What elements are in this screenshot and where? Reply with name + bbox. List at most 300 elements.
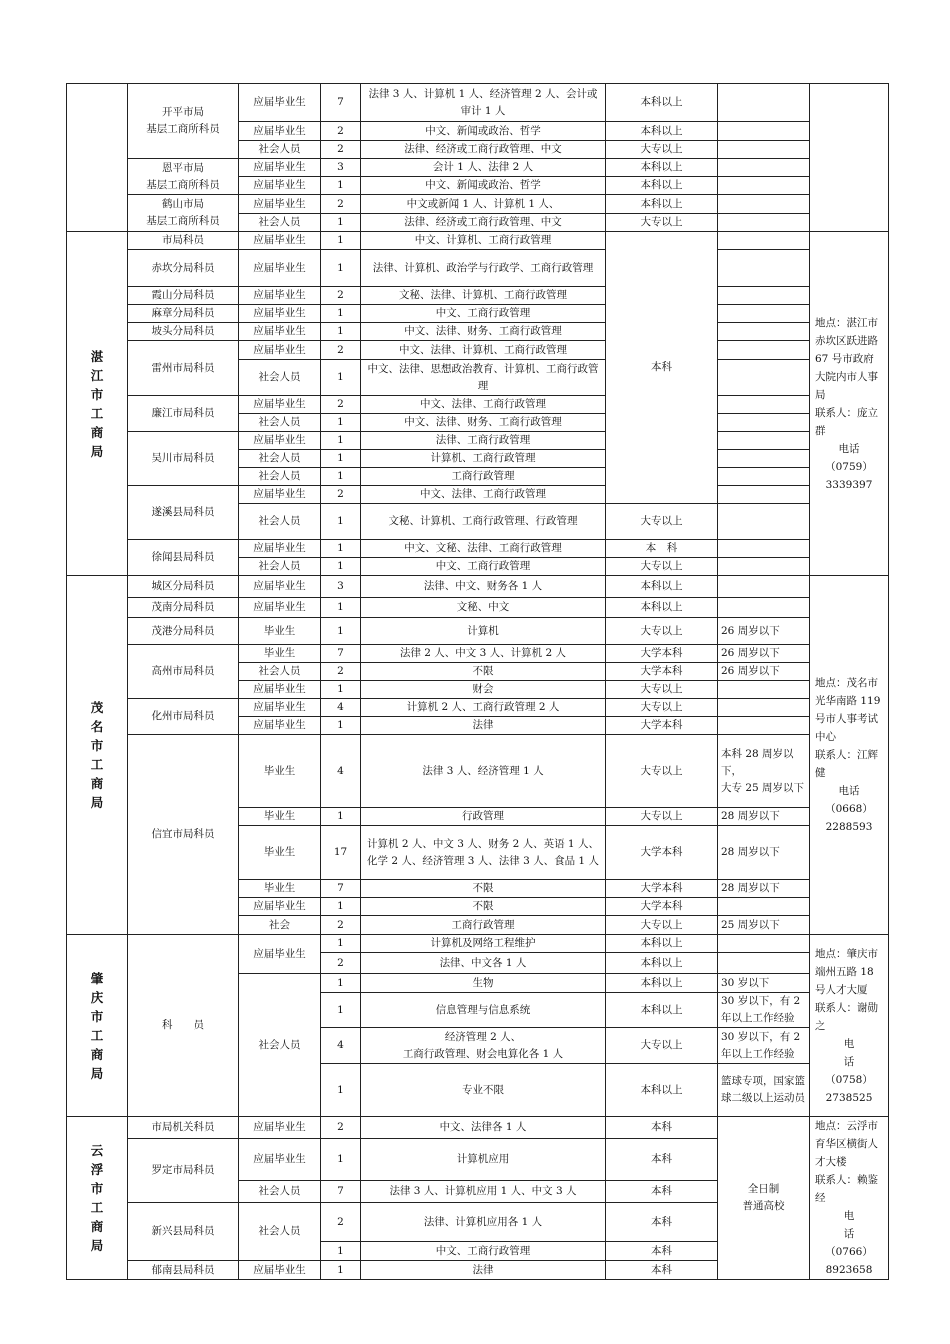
- candidate-type-cell: 应届毕业生: [239, 396, 321, 414]
- headcount-cell: 1: [321, 468, 361, 486]
- table-row: [67, 598, 889, 618]
- major-cell: 文秘、法律、计算机、工商行政管理: [361, 287, 606, 305]
- candidate-type-cell: 社会人员: [239, 414, 321, 432]
- org-name-char: 局: [90, 1238, 104, 1253]
- other-requirement-cell: 26 周岁以下: [718, 645, 810, 663]
- table-row: [67, 645, 889, 663]
- other-requirement-cell: [718, 232, 810, 250]
- education-cell: 大专以上: [606, 681, 718, 699]
- other-requirement-cell: [718, 122, 810, 141]
- candidate-type-cell: 应届毕业生: [239, 681, 321, 699]
- candidate-type-cell: 社会人员: [239, 214, 321, 232]
- education-cell: 本科以上: [606, 159, 718, 177]
- major-cell: 财会: [361, 681, 606, 699]
- contact-cell: [810, 935, 918, 1117]
- education-cell: 本科以上: [606, 598, 718, 618]
- headcount-cell: 2: [321, 341, 361, 360]
- major-cell: 法律: [361, 717, 606, 735]
- major-cell: 中文、工商行政管理: [361, 558, 606, 576]
- candidate-type-cell: 应届毕业生: [239, 540, 321, 558]
- other-requirement-cell: 本科 28 周岁以下， 大专 25 周岁以下: [718, 735, 810, 808]
- major-cell: 中文、法律、思想政治教育、计算机、工商行政管理: [361, 360, 606, 396]
- table-row: [67, 618, 889, 645]
- major-cell: 经济管理 2 人、 工商行政管理、财会电算化各 1 人: [361, 1028, 606, 1064]
- other-requirement-cell: [718, 84, 810, 122]
- candidate-type-cell: 应届毕业生: [239, 598, 321, 618]
- major-cell: 中文、法律各 1 人: [361, 1117, 606, 1139]
- major-cell: 中文、新闻或政治、哲学: [361, 177, 606, 195]
- org-name-char: 茂: [90, 700, 104, 715]
- headcount-cell: 2: [321, 663, 361, 681]
- major-cell: 法律、工商行政管理: [361, 432, 606, 450]
- headcount-cell: 1: [321, 1139, 361, 1181]
- other-requirement-cell: [718, 935, 810, 953]
- org-name-char: 浮: [90, 1162, 104, 1177]
- major-cell: 法律、经济或工商行政管理、中文: [361, 141, 606, 159]
- other-requirement-cell: [718, 432, 810, 450]
- other-requirement-cell: [718, 323, 810, 341]
- candidate-type-cell: 应届毕业生: [239, 935, 321, 974]
- education-cell: 本科: [606, 1139, 718, 1181]
- major-cell: 行政管理: [361, 808, 606, 826]
- major-cell: 计算机、工商行政管理: [361, 450, 606, 468]
- other-requirement-cell: 26 周岁以下: [718, 618, 810, 645]
- other-requirement-cell: [718, 468, 810, 486]
- headcount-cell: 1: [321, 323, 361, 341]
- candidate-type-cell: 应届毕业生: [239, 717, 321, 735]
- contact-person: 联系人：庞立群: [815, 406, 878, 437]
- other-requirement-cell: [718, 360, 810, 396]
- other-requirement-cell: [718, 681, 810, 699]
- headcount-cell: 3: [321, 576, 361, 598]
- headcount-cell: 1: [321, 305, 361, 323]
- unit-cell: 信宜市局科员: [128, 735, 239, 935]
- major-cell: 工商行政管理: [361, 916, 606, 935]
- headcount-cell: 1: [321, 432, 361, 450]
- other-requirement-cell: 28 周岁以下: [718, 808, 810, 826]
- candidate-type-cell: 应届毕业生: [239, 432, 321, 450]
- education-cell: 本科以上: [606, 122, 718, 141]
- headcount-cell: 4: [321, 1028, 361, 1064]
- candidate-type-cell: 应届毕业生: [239, 1261, 321, 1280]
- major-cell: 计算机及网络工程维护: [361, 935, 606, 953]
- candidate-type-cell: 社会人员: [239, 558, 321, 576]
- contact-cell: [810, 232, 889, 576]
- org-name-char: 局: [90, 795, 104, 810]
- candidate-type-cell: 社会人员: [239, 1203, 321, 1261]
- major-cell: 计算机: [361, 618, 606, 645]
- table-row: [67, 540, 889, 558]
- major-cell: 中文、法律、工商行政管理: [361, 486, 606, 504]
- contact-address: 地点：肇庆市端州五路 18 号人才大厦: [815, 947, 878, 996]
- education-cell: 本科以上: [606, 195, 718, 214]
- unit-cell: 坡头分局科员: [128, 323, 239, 341]
- headcount-cell: 1: [321, 177, 361, 195]
- candidate-type-cell: 应届毕业生: [239, 576, 321, 598]
- table-row: [67, 305, 889, 323]
- education-cell: 大专以上: [606, 735, 718, 808]
- candidate-type-cell: 社会: [239, 916, 321, 935]
- other-requirement-cell: [718, 898, 810, 916]
- contact-person: 联系人：江辉健: [815, 749, 878, 779]
- headcount-cell: 1: [321, 974, 361, 993]
- table-row: [67, 250, 889, 287]
- headcount-cell: 1: [321, 360, 361, 396]
- table-row: [67, 232, 889, 250]
- candidate-type-cell: 应届毕业生: [239, 699, 321, 717]
- recruitment-table: [66, 83, 918, 1280]
- headcount-cell: 3: [321, 159, 361, 177]
- candidate-type-cell: 应届毕业生: [239, 122, 321, 141]
- org-name-char: 工: [90, 1200, 104, 1215]
- other-requirement-cell: 25 周岁以下: [718, 916, 810, 935]
- unit-cell: 郁南县局科员: [128, 1261, 239, 1280]
- major-cell: 中文、法律、计算机、工商行政管理: [361, 341, 606, 360]
- candidate-type-cell: 毕业生: [239, 735, 321, 808]
- table-row: [67, 84, 889, 122]
- candidate-type-cell: 社会人员: [239, 450, 321, 468]
- headcount-cell: 1: [321, 1064, 361, 1117]
- headcount-cell: 4: [321, 735, 361, 808]
- headcount-cell: 1: [321, 681, 361, 699]
- major-cell: 中文、文秘、法律、工商行政管理: [361, 540, 606, 558]
- unit-cell: 雷州市局科员: [128, 341, 239, 396]
- headcount-cell: 1: [321, 540, 361, 558]
- org-name-cell: [67, 1117, 128, 1280]
- major-cell: 会计 1 人、法律 2 人: [361, 159, 606, 177]
- candidate-type-cell: 应届毕业生: [239, 341, 321, 360]
- table-row: [67, 576, 889, 598]
- table-row: [67, 396, 889, 414]
- education-cell: 大专以上: [606, 141, 718, 159]
- candidate-type-cell: 社会人员: [239, 468, 321, 486]
- other-requirement-cell: [718, 450, 810, 468]
- candidate-type-cell: 应届毕业生: [239, 159, 321, 177]
- education-cell: 本科: [606, 1203, 718, 1242]
- major-cell: 法律、经济或工商行政管理、中文: [361, 214, 606, 232]
- other-requirement-cell: 28 周岁以下: [718, 880, 810, 898]
- candidate-type-cell: 应届毕业生: [239, 486, 321, 504]
- unit-cell: 科 员: [128, 935, 239, 1117]
- unit-cell: 市局科员: [128, 232, 239, 250]
- table-row: [67, 735, 889, 808]
- headcount-cell: 2: [321, 1203, 361, 1242]
- unit-cell: 赤坎分局科员: [128, 250, 239, 287]
- org-name-char: 工: [90, 757, 104, 772]
- other-requirement-cell: 30 岁以下，有 2 年以上工作经验: [718, 1028, 810, 1064]
- table-row: [67, 287, 889, 305]
- other-requirement-cell: [718, 396, 810, 414]
- major-cell: 不限: [361, 663, 606, 681]
- headcount-cell: 1: [321, 214, 361, 232]
- unit-cell: 麻章分局科员: [128, 305, 239, 323]
- org-name-char: 市: [90, 1008, 104, 1024]
- other-requirement-cell: 26 周岁以下: [718, 663, 810, 681]
- org-name-char: 市: [90, 1181, 104, 1196]
- org-name-char: 商: [90, 1046, 104, 1062]
- major-cell: 文秘、计算机、工商行政管理、行政管理: [361, 504, 606, 540]
- headcount-cell: 1: [321, 250, 361, 287]
- org-name-char: 工: [90, 405, 104, 421]
- unit-cell: 茂南分局科员: [128, 598, 239, 618]
- candidate-type-cell: 应届毕业生: [239, 323, 321, 341]
- org-name-cell: [67, 935, 128, 1117]
- education-cell: 本科以上: [606, 974, 718, 993]
- org-name-char: 庆: [90, 989, 104, 1005]
- headcount-cell: 1: [321, 898, 361, 916]
- contact-phone: （0759）3339397: [825, 460, 873, 491]
- headcount-cell: 2: [321, 1117, 361, 1139]
- unit-cell: 城区分局科员: [128, 576, 239, 598]
- org-name-char: 局: [90, 443, 104, 459]
- major-cell: 工商行政管理: [361, 468, 606, 486]
- education-cell: 大学本科: [606, 880, 718, 898]
- major-cell: 中文或新闻 1 人、计算机 1 人、: [361, 195, 606, 214]
- education-cell: 本科以上: [606, 953, 718, 974]
- other-requirement-cell: [718, 540, 810, 558]
- candidate-type-cell: 应届毕业生: [239, 195, 321, 214]
- headcount-cell: 1: [321, 598, 361, 618]
- headcount-cell: 1: [321, 935, 361, 953]
- major-cell: 法律 3 人、经济管理 1 人: [361, 735, 606, 808]
- headcount-cell: 1: [321, 808, 361, 826]
- education-cell: 大学本科: [606, 663, 718, 681]
- major-cell: 中文、新闻或政治、哲学: [361, 122, 606, 141]
- major-cell: 计算机 2 人、中文 3 人、财务 2 人、英语 1 人、化学 2 人、经济管理 3 人、法律 3 人、食品 1 人: [361, 826, 606, 880]
- education-cell: 大专以上: [606, 214, 718, 232]
- table-body: [67, 84, 918, 1280]
- candidate-type-cell: 应届毕业生: [239, 177, 321, 195]
- headcount-cell: 1: [321, 232, 361, 250]
- unit-cell: 恩平市局 基层工商所科员: [128, 159, 239, 195]
- education-cell: 大专以上: [606, 916, 718, 935]
- org-name-cell: [67, 232, 128, 576]
- unit-cell: 茂港分局科员: [128, 618, 239, 645]
- major-cell: 生物: [361, 974, 606, 993]
- major-cell: 专业不限: [361, 1064, 606, 1117]
- candidate-type-cell: 毕业生: [239, 826, 321, 880]
- headcount-cell: 1: [321, 450, 361, 468]
- candidate-type-cell: 社会人员: [239, 360, 321, 396]
- other-requirement-cell: 篮球专项，国家篮球二级以上运动员: [718, 1064, 810, 1117]
- other-requirement-cell: [718, 414, 810, 432]
- other-requirement-cell: [718, 504, 810, 540]
- contact-phone: （0766）8923658: [825, 1246, 873, 1276]
- org-name-char: 名: [90, 719, 104, 734]
- headcount-cell: 1: [321, 618, 361, 645]
- education-cell: 大专以上: [606, 504, 718, 540]
- headcount-cell: 1: [321, 993, 361, 1028]
- education-cell: 本科以上: [606, 993, 718, 1028]
- candidate-type-cell: 应届毕业生: [239, 287, 321, 305]
- education-cell: 大专以上: [606, 808, 718, 826]
- major-cell: 不限: [361, 880, 606, 898]
- headcount-cell: 2: [321, 486, 361, 504]
- other-requirement-cell: 28 周岁以下: [718, 826, 810, 880]
- major-cell: 计算机应用: [361, 1139, 606, 1181]
- major-cell: 法律、计算机应用各 1 人: [361, 1203, 606, 1242]
- headcount-cell: 2: [321, 141, 361, 159]
- other-requirement-cell: [718, 195, 810, 214]
- unit-cell: 廉江市局科员: [128, 396, 239, 432]
- education-cell: 本科以上: [606, 177, 718, 195]
- other-requirement-cell: [718, 177, 810, 195]
- major-cell: 不限: [361, 898, 606, 916]
- other-requirement-cell: [718, 159, 810, 177]
- unit-cell: 遂溪县局科员: [128, 486, 239, 540]
- major-cell: 计算机 2 人、工商行政管理 2 人: [361, 699, 606, 717]
- headcount-cell: 17: [321, 826, 361, 880]
- headcount-cell: 7: [321, 1181, 361, 1203]
- education-cell: 本科: [606, 1117, 718, 1139]
- headcount-cell: 7: [321, 84, 361, 122]
- headcount-cell: 1: [321, 504, 361, 540]
- contact-person: 联系人：赖鉴经: [815, 1174, 878, 1204]
- education-cell: 本科以上: [606, 576, 718, 598]
- major-cell: 中文、工商行政管理: [361, 305, 606, 323]
- candidate-type-cell: 社会人员: [239, 141, 321, 159]
- other-requirement-cell: [718, 699, 810, 717]
- education-cell: 本科以上: [606, 1064, 718, 1117]
- other-requirement-cell: [718, 953, 810, 974]
- table-row: [67, 1117, 889, 1139]
- table-row: [67, 699, 889, 717]
- headcount-cell: 7: [321, 645, 361, 663]
- table-row: [67, 323, 889, 341]
- other-requirement-cell: [718, 250, 810, 287]
- headcount-cell: 1: [321, 1261, 361, 1280]
- candidate-type-cell: 社会人员: [239, 504, 321, 540]
- candidate-type-cell: 应届毕业生: [239, 898, 321, 916]
- candidate-type-cell: 毕业生: [239, 618, 321, 645]
- org-name-cell: [67, 576, 128, 935]
- unit-cell: 罗定市局科员: [128, 1139, 239, 1203]
- headcount-cell: 4: [321, 699, 361, 717]
- candidate-type-cell: 毕业生: [239, 645, 321, 663]
- education-cell: 本科: [606, 1242, 718, 1261]
- headcount-cell: 2: [321, 953, 361, 974]
- major-cell: 法律、计算机、政治学与行政学、工商行政管理: [361, 250, 606, 287]
- unit-cell: 市局机关科员: [128, 1117, 239, 1139]
- headcount-cell: 2: [321, 916, 361, 935]
- table-row: [67, 159, 889, 177]
- major-cell: 中文、计算机、工商行政管理: [361, 232, 606, 250]
- table-row: [67, 341, 889, 360]
- education-cell: 大学本科: [606, 717, 718, 735]
- other-requirement-cell: [718, 141, 810, 159]
- unit-cell: 高州市局科员: [128, 645, 239, 699]
- education-cell: 大学本科: [606, 898, 718, 916]
- other-requirement-cell: [718, 214, 810, 232]
- headcount-cell: 1: [321, 717, 361, 735]
- org-name-cell: [67, 84, 128, 232]
- org-name-char: 商: [90, 424, 104, 440]
- other-requirement-cell: [718, 558, 810, 576]
- headcount-cell: 1: [321, 1242, 361, 1261]
- other-requirement-cell: 30 岁以下: [718, 974, 810, 993]
- contact-phone: （0668）2288593: [825, 803, 873, 833]
- headcount-cell: 2: [321, 396, 361, 414]
- major-cell: 法律 3 人、计算机应用 1 人、中文 3 人: [361, 1181, 606, 1203]
- candidate-type-cell: 应届毕业生: [239, 250, 321, 287]
- education-cell: 本科以上: [606, 84, 718, 122]
- contact-phone-label: 电话: [838, 442, 860, 455]
- education-cell: 本科以上: [606, 935, 718, 953]
- other-requirement-cell: [718, 717, 810, 735]
- candidate-type-cell: 社会人员: [239, 663, 321, 681]
- table-row: [67, 935, 889, 953]
- education-cell: 大专以上: [606, 699, 718, 717]
- contact-phone-label: 电话: [838, 785, 860, 797]
- contact-person: 联系人：谢勋之: [815, 1001, 878, 1032]
- org-name-char: 江: [90, 367, 104, 383]
- candidate-type-cell: 毕业生: [239, 880, 321, 898]
- education-cell: 大学本科: [606, 826, 718, 880]
- major-cell: 中文、工商行政管理: [361, 1242, 606, 1261]
- education-cell: 大专以上: [606, 558, 718, 576]
- contact-phone-label: 电 话: [843, 1037, 918, 1068]
- unit-cell: 化州市局科员: [128, 699, 239, 735]
- other-requirement-cell: [718, 598, 810, 618]
- headcount-cell: 2: [321, 195, 361, 214]
- candidate-type-cell: 应届毕业生: [239, 305, 321, 323]
- headcount-cell: 1: [321, 558, 361, 576]
- education-cell: 大学本科: [606, 645, 718, 663]
- org-name-char: 工: [90, 1027, 104, 1043]
- unit-cell: 吴川市局科员: [128, 432, 239, 486]
- headcount-cell: 1: [321, 414, 361, 432]
- major-cell: 法律 2 人、中文 3 人、计算机 2 人: [361, 645, 606, 663]
- contact-cell: [810, 576, 889, 935]
- education-cell: 本 科: [606, 540, 718, 558]
- contact-address: 地点：湛江市赤坎区跃进路 67 号市政府大院内市人事局: [815, 316, 878, 401]
- other-requirement-cell: [718, 287, 810, 305]
- candidate-type-cell: 应届毕业生: [239, 1117, 321, 1139]
- contact-cell: [810, 1117, 918, 1280]
- education-cell: 大专以上: [606, 618, 718, 645]
- org-name-char: 云: [90, 1143, 104, 1158]
- education-cell: 大专以上: [606, 1028, 718, 1064]
- table-row: [67, 432, 889, 450]
- org-name-char: 市: [90, 738, 104, 753]
- unit-cell: 鹤山市局 基层工商所科员: [128, 195, 239, 232]
- org-name-char: 商: [90, 1219, 104, 1234]
- org-name-char: 商: [90, 776, 104, 791]
- major-cell: 法律、中文、财务各 1 人: [361, 576, 606, 598]
- table-row: [67, 195, 889, 214]
- candidate-type-cell: 毕业生: [239, 808, 321, 826]
- contact-address: 地点：云浮市育华区横街人才大楼: [815, 1120, 878, 1168]
- headcount-cell: 2: [321, 122, 361, 141]
- major-cell: 法律、中文各 1 人: [361, 953, 606, 974]
- unit-cell: 徐闻县局科员: [128, 540, 239, 576]
- other-requirement-cell: [718, 341, 810, 360]
- org-name-char: 湛: [90, 348, 104, 364]
- unit-cell: 开平市局 基层工商所科员: [128, 84, 239, 159]
- contact-phone-label: 电 话: [843, 1210, 918, 1240]
- major-cell: 中文、法律、财务、工商行政管理: [361, 323, 606, 341]
- major-cell: 中文、法律、工商行政管理: [361, 396, 606, 414]
- unit-cell: 新兴县局科员: [128, 1203, 239, 1261]
- table-row: [67, 486, 889, 504]
- candidate-type-cell: 社会人员: [239, 1181, 321, 1203]
- education-cell: 本科: [606, 1181, 718, 1203]
- org-name-char: 市: [90, 386, 104, 402]
- other-requirement-cell: 30 岁以下，有 2 年以上工作经验: [718, 993, 810, 1028]
- candidate-type-cell: 社会人员: [239, 974, 321, 1117]
- education-cell: 本科: [606, 1261, 718, 1280]
- other-requirement-cell: [718, 486, 810, 504]
